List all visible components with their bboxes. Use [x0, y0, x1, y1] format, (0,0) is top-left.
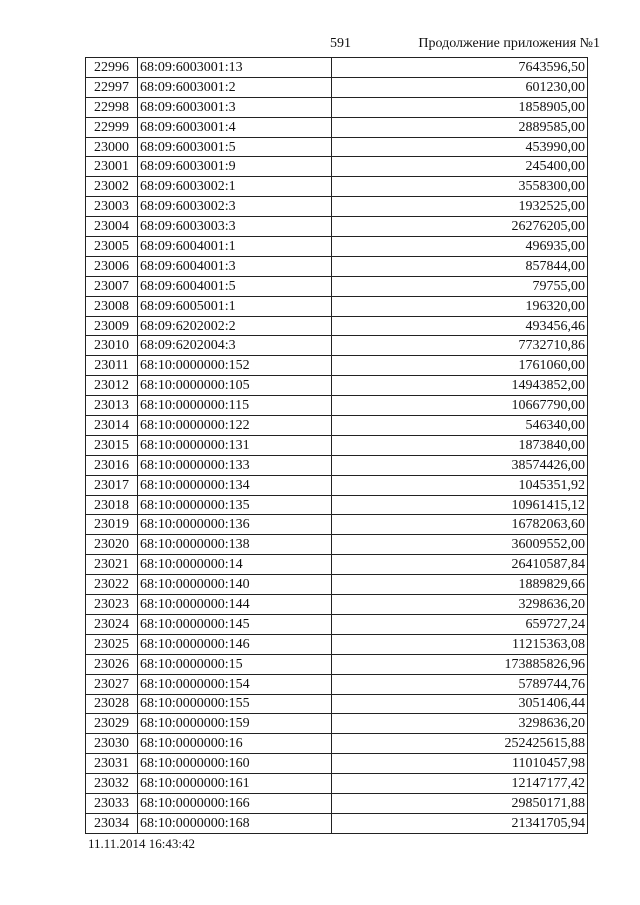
- cadastral-number: 68:10:0000000:138: [138, 535, 332, 555]
- amount-value: 3051406,44: [332, 694, 588, 714]
- cadastral-number: 68:10:0000000:144: [138, 595, 332, 615]
- table-row: [86, 595, 588, 615]
- amount-value: 5789744,76: [332, 674, 588, 694]
- amount-value: 2889585,00: [332, 117, 588, 137]
- table-row: [86, 654, 588, 674]
- amount-value: 453990,00: [332, 137, 588, 157]
- cadastral-number: 68:10:0000000:15: [138, 654, 332, 674]
- table-row: [86, 674, 588, 694]
- row-number: 23008: [86, 296, 138, 316]
- amount-value: 36009552,00: [332, 535, 588, 555]
- row-number: 23034: [86, 813, 138, 833]
- row-number: 22996: [86, 58, 138, 78]
- cadastral-number: 68:09:6003001:5: [138, 137, 332, 157]
- amount-value: 7732710,86: [332, 336, 588, 356]
- table-row: [86, 237, 588, 257]
- cadastral-number: 68:10:0000000:146: [138, 634, 332, 654]
- cadastral-number: 68:09:6003003:3: [138, 217, 332, 237]
- table-row: [86, 555, 588, 575]
- cadastral-number: 68:09:6003001:2: [138, 77, 332, 97]
- row-number: 22999: [86, 117, 138, 137]
- cadastral-number: 68:09:6202004:3: [138, 336, 332, 356]
- amount-value: 12147177,42: [332, 774, 588, 794]
- row-number: 23026: [86, 654, 138, 674]
- cadastral-number: 68:09:6005001:1: [138, 296, 332, 316]
- table-row: [86, 416, 588, 436]
- amount-value: 493456,46: [332, 316, 588, 336]
- row-number: 23018: [86, 495, 138, 515]
- cadastral-number: 68:10:0000000:16: [138, 734, 332, 754]
- row-number: 23016: [86, 455, 138, 475]
- amount-value: 173885826,96: [332, 654, 588, 674]
- cadastral-number: 68:09:6003002:3: [138, 197, 332, 217]
- amount-value: 857844,00: [332, 256, 588, 276]
- cadastral-number: 68:09:6202002:2: [138, 316, 332, 336]
- table-row: [86, 296, 588, 316]
- amount-value: 601230,00: [332, 77, 588, 97]
- cadastral-number: 68:10:0000000:134: [138, 475, 332, 495]
- amount-value: 21341705,94: [332, 813, 588, 833]
- row-number: 23024: [86, 614, 138, 634]
- print-timestamp: 11.11.2014 16:43:42: [88, 836, 196, 851]
- table-row: [86, 515, 588, 535]
- amount-value: 1889829,66: [332, 575, 588, 595]
- row-number: 23030: [86, 734, 138, 754]
- cadastral-number: 68:10:0000000:154: [138, 674, 332, 694]
- table-row: [86, 157, 588, 177]
- table-row: [86, 734, 588, 754]
- amount-value: 1761060,00: [332, 356, 588, 376]
- table-row: [86, 475, 588, 495]
- table-row: [86, 376, 588, 396]
- row-number: 23015: [86, 435, 138, 455]
- registry-table-body: [86, 58, 588, 834]
- table-row: [86, 694, 588, 714]
- row-number: 23014: [86, 416, 138, 436]
- amount-value: 496935,00: [332, 237, 588, 257]
- row-number: 23029: [86, 714, 138, 734]
- table-row: [86, 396, 588, 416]
- registry-table: [85, 57, 588, 834]
- row-number: 23021: [86, 555, 138, 575]
- table-row: [86, 535, 588, 555]
- table-row: [86, 714, 588, 734]
- amount-value: 26276205,00: [332, 217, 588, 237]
- cadastral-number: 68:10:0000000:133: [138, 455, 332, 475]
- row-number: 23000: [86, 137, 138, 157]
- amount-value: 79755,00: [332, 276, 588, 296]
- amount-value: 3298636,20: [332, 595, 588, 615]
- row-number: 23025: [86, 634, 138, 654]
- cadastral-number: 68:09:6004001:5: [138, 276, 332, 296]
- table-row: [86, 356, 588, 376]
- cadastral-number: 68:10:0000000:105: [138, 376, 332, 396]
- cadastral-number: 68:09:6003002:1: [138, 177, 332, 197]
- cadastral-number: 68:10:0000000:145: [138, 614, 332, 634]
- table-row: [86, 754, 588, 774]
- amount-value: 38574426,00: [332, 455, 588, 475]
- table-row: [86, 336, 588, 356]
- table-row: [86, 276, 588, 296]
- table-row: [86, 316, 588, 336]
- cadastral-number: 68:09:6003001:3: [138, 97, 332, 117]
- amount-value: 252425615,88: [332, 734, 588, 754]
- row-number: 23028: [86, 694, 138, 714]
- row-number: 23004: [86, 217, 138, 237]
- row-number: 23013: [86, 396, 138, 416]
- cadastral-number: 68:09:6004001:3: [138, 256, 332, 276]
- table-row: [86, 793, 588, 813]
- amount-value: 29850171,88: [332, 793, 588, 813]
- cadastral-number: 68:09:6003001:4: [138, 117, 332, 137]
- cadastral-number: 68:10:0000000:140: [138, 575, 332, 595]
- row-number: 23007: [86, 276, 138, 296]
- row-number: 23010: [86, 336, 138, 356]
- row-number: 23022: [86, 575, 138, 595]
- table-row: [86, 813, 588, 833]
- amount-value: 3298636,20: [332, 714, 588, 734]
- amount-value: 11010457,98: [332, 754, 588, 774]
- amount-value: 1932525,00: [332, 197, 588, 217]
- amount-value: 245400,00: [332, 157, 588, 177]
- row-number: 23006: [86, 256, 138, 276]
- cadastral-number: 68:09:6004001:1: [138, 237, 332, 257]
- amount-value: 10961415,12: [332, 495, 588, 515]
- table-row: [86, 634, 588, 654]
- amount-value: 196320,00: [332, 296, 588, 316]
- amount-value: 659727,24: [332, 614, 588, 634]
- row-number: 23001: [86, 157, 138, 177]
- amount-value: 7643596,50: [332, 58, 588, 78]
- table-row: [86, 435, 588, 455]
- table-row: [86, 177, 588, 197]
- amount-value: 26410587,84: [332, 555, 588, 575]
- cadastral-number: 68:10:0000000:161: [138, 774, 332, 794]
- row-number: 23023: [86, 595, 138, 615]
- amount-value: 546340,00: [332, 416, 588, 436]
- table-row: [86, 58, 588, 78]
- cadastral-number: 68:09:6003001:13: [138, 58, 332, 78]
- amount-value: 10667790,00: [332, 396, 588, 416]
- table-row: [86, 197, 588, 217]
- row-number: 23012: [86, 376, 138, 396]
- table-row: [86, 614, 588, 634]
- amount-value: 1858905,00: [332, 97, 588, 117]
- cadastral-number: 68:09:6003001:9: [138, 157, 332, 177]
- row-number: 23032: [86, 774, 138, 794]
- cadastral-number: 68:10:0000000:14: [138, 555, 332, 575]
- table-row: [86, 97, 588, 117]
- row-number: 23009: [86, 316, 138, 336]
- amount-value: 1873840,00: [332, 435, 588, 455]
- cadastral-number: 68:10:0000000:155: [138, 694, 332, 714]
- cadastral-number: 68:10:0000000:115: [138, 396, 332, 416]
- table-row: [86, 117, 588, 137]
- cadastral-number: 68:10:0000000:159: [138, 714, 332, 734]
- table-row: [86, 217, 588, 237]
- row-number: 23020: [86, 535, 138, 555]
- row-number: 22998: [86, 97, 138, 117]
- page-number: 591: [330, 36, 351, 51]
- row-number: 23011: [86, 356, 138, 376]
- amount-value: 11215363,08: [332, 634, 588, 654]
- cadastral-number: 68:10:0000000:152: [138, 356, 332, 376]
- table-row: [86, 774, 588, 794]
- row-number: 22997: [86, 77, 138, 97]
- amount-value: 3558300,00: [332, 177, 588, 197]
- table-row: [86, 575, 588, 595]
- table-row: [86, 455, 588, 475]
- row-number: 23003: [86, 197, 138, 217]
- table-row: [86, 77, 588, 97]
- row-number: 23002: [86, 177, 138, 197]
- cadastral-number: 68:10:0000000:135: [138, 495, 332, 515]
- continuation-title: Продолжение приложения №1: [418, 36, 600, 51]
- table-row: [86, 495, 588, 515]
- amount-value: 14943852,00: [332, 376, 588, 396]
- row-number: 23017: [86, 475, 138, 495]
- cadastral-number: 68:10:0000000:131: [138, 435, 332, 455]
- cadastral-number: 68:10:0000000:122: [138, 416, 332, 436]
- table-row: [86, 137, 588, 157]
- row-number: 23031: [86, 754, 138, 774]
- row-number: 23005: [86, 237, 138, 257]
- table-row: [86, 256, 588, 276]
- row-number: 23033: [86, 793, 138, 813]
- cadastral-number: 68:10:0000000:136: [138, 515, 332, 535]
- cadastral-number: 68:10:0000000:166: [138, 793, 332, 813]
- row-number: 23027: [86, 674, 138, 694]
- amount-value: 16782063,60: [332, 515, 588, 535]
- row-number: 23019: [86, 515, 138, 535]
- amount-value: 1045351,92: [332, 475, 588, 495]
- cadastral-number: 68:10:0000000:168: [138, 813, 332, 833]
- cadastral-number: 68:10:0000000:160: [138, 754, 332, 774]
